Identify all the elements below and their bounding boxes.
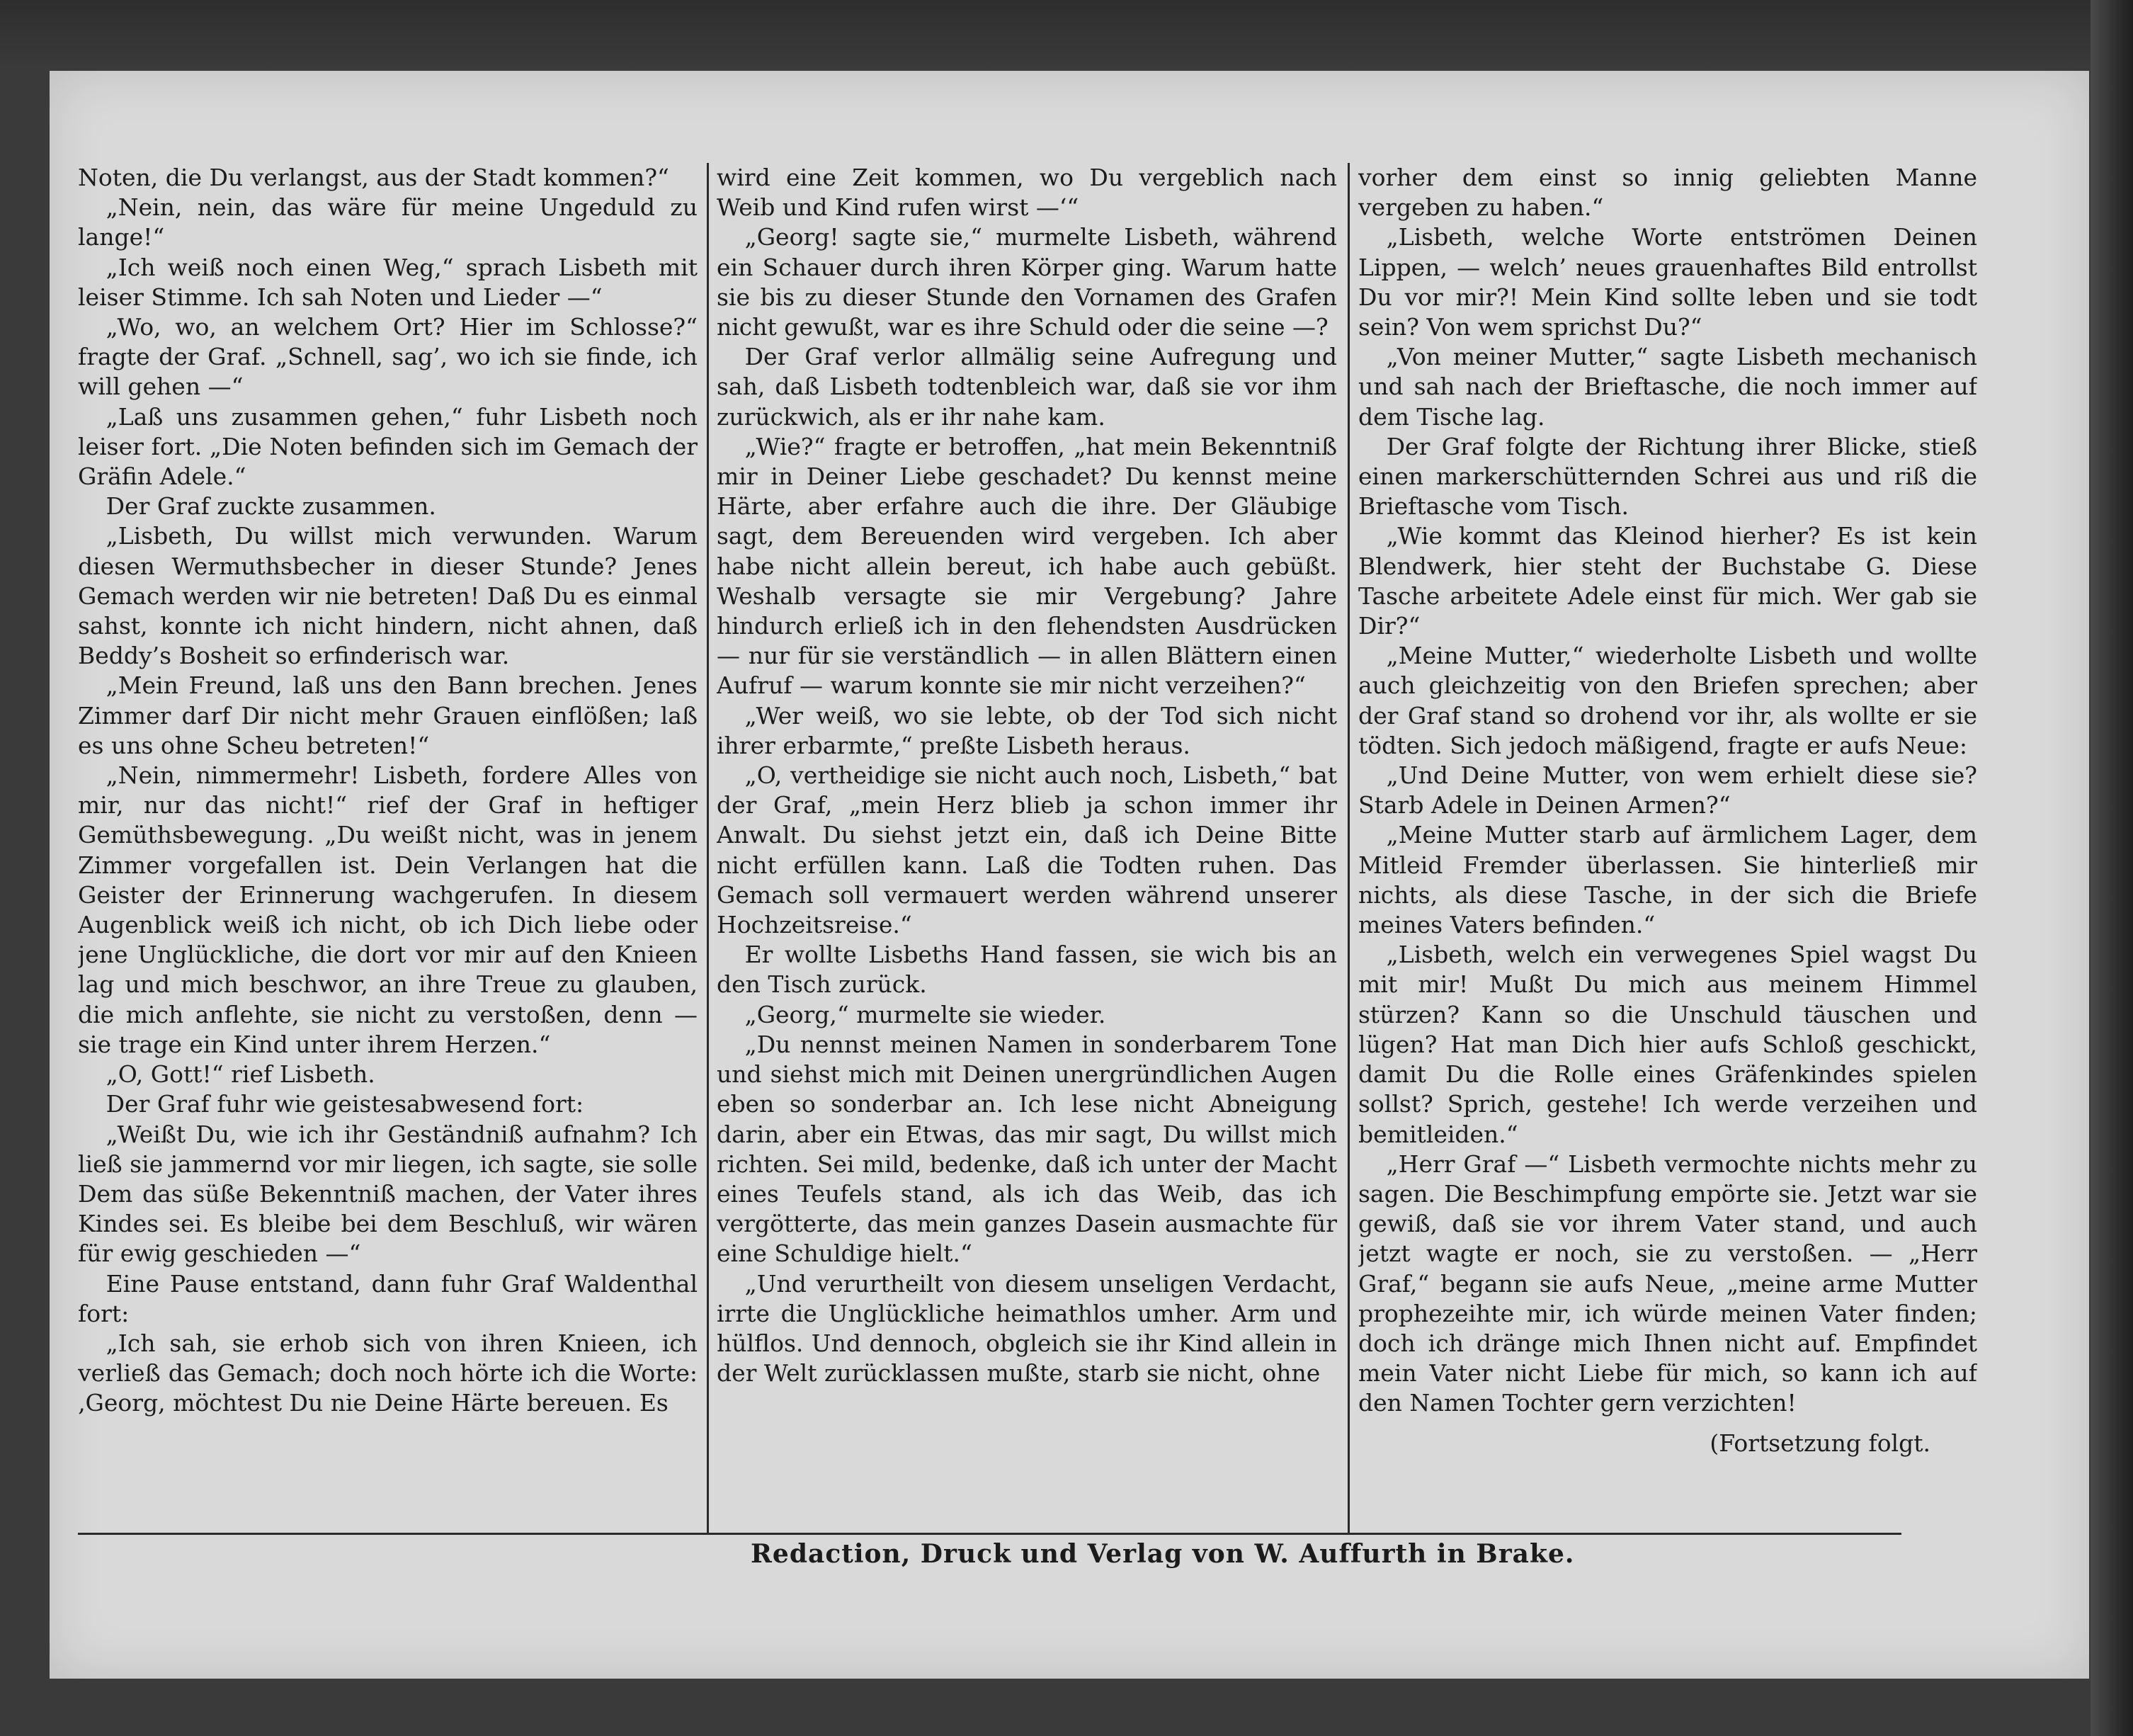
paragraph: „O, vertheidige sie nicht auch noch, Lisbeth,“ bat der Graf, „mein Herz blieb ja schon immer ihr Anwalt. Du siehst jetzt ein, daß ich Deine Bitte nicht erfüllen kann. Laß die Todten ruhen. Das Gemach soll vermauert werden während unserer Hochzeitsreise.“ — [717, 761, 1337, 939]
paragraph: (Fortsetzung folgt. — [1710, 1429, 1930, 1457]
paragraph: wird eine Zeit kommen, wo Du vergeblich nach Weib und Kind rufen wirst —‘“ — [717, 164, 1337, 222]
paragraph: „Laß uns zusammen gehen,“ fuhr Lisbeth noch leiser fort. „Die Noten befinden sich im Gemach der Gräfin Adele.“ — [78, 402, 698, 491]
paragraph: Der Graf folgte der Richtung ihrer Blicke, stieß einen markerschütternden Schrei aus und riß die Brieftasche vom Tisch. — [1358, 432, 1977, 521]
paragraph: „O, Gott!“ rief Lisbeth. — [106, 1060, 375, 1089]
paragraph: Der Graf zuckte zusammen. — [106, 492, 436, 521]
paragraph: „Georg! sagte sie,“ murmelte Lisbeth, während ein Schauer durch ihren Körper ging. Warum hatte sie bis zu dieser Stunde den Vornamen des Grafen nicht gewußt, war es ihre Schuld oder die seine —? — [717, 223, 1337, 341]
publisher-imprint: Redaction, Druck und Verlag von W. Auffurth in Brake. — [751, 1539, 1575, 1569]
paragraph: „Wo, wo, an welchem Ort? Hier im Schlosse?“ fragte der Graf. „Schnell, sag’, wo ich sie finde, ich will gehen —“ — [78, 313, 698, 401]
paragraph: „Meine Mutter,“ wiederholte Lisbeth und wollte auch gleichzeitig von den Briefen sprechen; aber der Graf stand so drohend vor ihr, als wollte er sie tödten. Sich jedoch mäßigend, fragte er aufs Neue: — [1358, 642, 1977, 759]
article-body — [78, 163, 2032, 1537]
paragraph: „Meine Mutter starb auf ärmlichem Lager, dem Mitleid Fremder überlassen. Sie hinterließ mir nichts, als diese Tasche, in der sich die Briefe meines Vaters befinden.“ — [1358, 821, 1977, 939]
text-column-2 — [717, 163, 1337, 1530]
footer-rule — [78, 1533, 1901, 1535]
paragraph: „Wer weiß, wo sie lebte, ob der Tod sich nicht ihrer erbarmte,“ preßte Lisbeth heraus. — [717, 701, 1337, 759]
paragraph: Noten, die Du verlangst, aus der Stadt kommen?“ — [78, 164, 669, 191]
paragraph: „Georg,“ murmelte sie wieder. — [744, 1000, 1106, 1028]
scan-right-edge — [2091, 0, 2133, 1736]
paragraph: „Ich weiß noch einen Weg,“ sprach Lisbeth mit leiser Stimme. Ich sah Noten und Lieder —“ — [78, 253, 698, 311]
column-rule-2 — [1348, 163, 1350, 1533]
text-column-3 — [1358, 163, 1977, 1530]
paragraph: „Wie?“ fragte er betroffen, „hat mein Bekenntniß mir in Deiner Liebe geschadet? Du kennst meine Härte, aber erfahre auch die ihre. Der Gläubige sagt, dem Bereuenden wird vergeben. Ich aber habe nicht allein bereut, ich habe auch gebüßt. Weshalb versagte sie mir Vergebung? Jahre hindurch erließ ich in den flehendsten Ausdrücken — nur für sie verständlich — in allen Blättern einen Aufruf — warum konnte sie mir nicht verzeihen?“ — [717, 432, 1337, 700]
paragraph: „Weißt Du, wie ich ihr Geständniß aufnahm? Ich ließ sie jammernd vor mir liegen, ich sagte, sie solle Dem das süße Bekenntniß machen, der Vater ihres Kindes sei. Es bleibe bei dem Beschluß, wir wären für ewig geschieden —“ — [78, 1120, 698, 1268]
paragraph: Der Graf fuhr wie geistesabwesend fort: — [106, 1090, 584, 1118]
paragraph: „Nein, nimmermehr! Lisbeth, fordere Alles von mir, nur das nicht!“ rief der Graf in heftiger Gemüthsbewegung. „Du weißt nicht, was in jenem Zimmer vorgefallen ist. Dein Verlangen hat die Geister der Erinnerung wachgerufen. In diesem Augenblick weiß ich nicht, ob ich Dich liebe oder jene Unglückliche, die dort vor mir auf den Knieen lag und mich beschwor, an ihre Treue zu glauben, die mich anflehte, sie nicht zu verstoßen, denn — sie trage ein Kind unter ihrem Herzen.“ — [78, 761, 698, 1058]
paragraph: „Und verurtheilt von diesem unseligen Verdacht, irrte die Unglückliche heimathlos umher. Arm und hülflos. Und dennoch, obgleich sie ihr Kind allein in der Welt zurücklassen mußte, starb sie nicht, ohne — [717, 1269, 1337, 1388]
paragraph: „Mein Freund, laß uns den Bann brechen. Jenes Zimmer darf Dir nicht mehr Grauen einflößen; laß es uns ohne Scheu betreten!“ — [78, 671, 698, 759]
paragraph: Der Graf verlor allmälig seine Aufregung und sah, daß Lisbeth todtenbleich war, daß sie vor ihm zurückwich, als er ihr nahe kam. — [717, 343, 1337, 431]
paragraph: „Von meiner Mutter,“ sagte Lisbeth mechanisch und sah nach der Brieftasche, die noch immer auf dem Tische lag. — [1358, 343, 1977, 431]
scan-top-edge — [0, 0, 2133, 67]
paragraph: „Wie kommt das Kleinod hierher? Es ist kein Blendwerk, hier steht der Buchstabe G. Diese Tasche arbeitete Adele einst für mich. Wer gab sie Dir?“ — [1358, 522, 1977, 640]
paragraph: „Lisbeth, Du willst mich verwunden. Warum diesen Wermuthsbecher in dieser Stunde? Jenes Gemach werden wir nie betreten! Daß Du es einmal sahst, konnte ich nicht hindern, nicht ahnen, daß Beddy’s Bosheit so erfinderisch war. — [78, 522, 698, 670]
paragraph: „Lisbeth, welche Worte entströmen Deinen Lippen, — welch’ neues grauenhaftes Bild entrollst Du vor mir?! Mein Kind sollte leben und sie todt sein? Von wem sprichst Du?“ — [1358, 223, 1977, 341]
paragraph: „Nein, nein, das wäre für meine Ungeduld zu lange!“ — [78, 193, 698, 251]
column-rule-1 — [707, 163, 709, 1533]
paragraph: Eine Pause entstand, dann fuhr Graf Waldenthal fort: — [78, 1269, 698, 1327]
paragraph: „Ich sah, sie erhob sich von ihren Knieen, ich verließ das Gemach; doch noch hörte ich die Worte: ‚Georg, möchtest Du nie Deine Härte bereuen. Es — [78, 1329, 698, 1417]
paragraph: „Du nennst meinen Namen in sonderbarem Tone und siehst mich mit Deinen unergründlichen Augen eben so sonderbar an. Ich lese nicht Abneigung darin, aber ein Etwas, das mir sagt, Du willst mich richten. Sei mild, bedenke, daß ich unter der Macht eines Teufels stand, als ich das Weib, das ich vergötterte, das mein ganzes Dasein ausmachte für eine Schuldige hielt.“ — [717, 1030, 1337, 1268]
paragraph: vorher dem einst so innig geliebten Manne vergeben zu haben.“ — [1358, 164, 1977, 222]
paragraph: Er wollte Lisbeths Hand fassen, sie wich bis an den Tisch zurück. — [717, 941, 1337, 999]
paragraph: „Herr Graf —“ Lisbeth vermochte nichts mehr zu sagen. Die Beschimpfung empörte sie. Jetzt war sie gewiß, daß sie vor ihrem Vater stand, und auch jetzt wagte er noch, sie zu verstoßen. — „Herr Graf,“ begann sie aufs Neue, „meine arme Mutter prophezeihte mir, ich würde meinen Vater finden; doch ich dränge mich Ihnen nicht auf. Empfindet mein Vater nicht Liebe für mich, so kann ich auf den Namen Tochter gern verzichten! — [1358, 1150, 1977, 1417]
text-column-1 — [78, 163, 698, 1530]
paragraph: „Und Deine Mutter, von wem erhielt diese sie? Starb Adele in Deinen Armen?“ — [1358, 761, 1977, 819]
paragraph: „Lisbeth, welch ein verwegenes Spiel wagst Du mit mir! Mußt Du mich aus meinem Himmel stürzen? Kann so die Unschuld täuschen und lügen? Hat man Dich hier aufs Schloß geschickt, damit Du die Rolle eines Gräfenkindes spielen sollst? Sprich, gestehe! Ich werde verzeihen und bemitleiden.“ — [1358, 941, 1977, 1148]
